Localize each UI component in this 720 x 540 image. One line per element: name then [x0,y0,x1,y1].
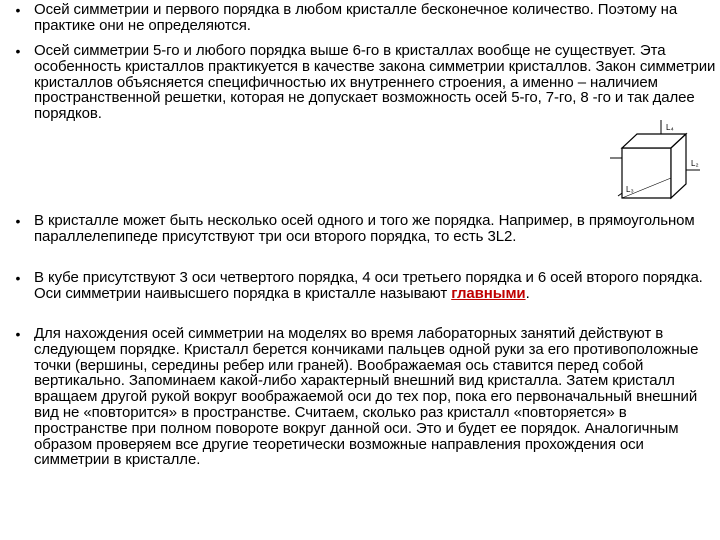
bullet-marker: • [15,2,21,18]
emphasis-term-link[interactable]: главными [451,284,526,302]
bullet-marker: • [15,213,21,229]
axis-label-top: L₄ [666,123,674,132]
axis-label-left: L₃ [626,185,634,194]
bullet-marker: • [15,43,21,59]
cube-axes-figure [608,120,718,210]
bullet-text-part: . [525,284,530,302]
axis-label-right: L₂ [691,159,699,168]
bullet-text [34,270,718,302]
bullet-text-part: В кубе присутствуют 3 оси четвертого порядка, 4 оси третьего порядка и 6 осей второго порядка. Оси симметрии наивысшего порядка в кристалле называют [34,269,703,302]
bullet-text: Осей симметрии и первого порядка в любом кристалле бесконечное количество. Поэтому на практике они не определяются. [34,1,678,34]
bullet-marker: • [15,270,21,286]
bullet-marker: • [15,326,21,342]
bullet-text: В кристалле может быть несколько осей одного и того же порядка. Например, в прямоугольном параллелепипеде присутствуют три оси второго порядка, то есть 3L2. [34,212,695,245]
bullet-text: Для нахождения осей симметрии на моделях во время лабораторных занятий действуют в следующем порядке. Кристалл берется кончиками пальцев одной руки за его противоположные точки (вершины, середины ребер или граней). Воображаемая ось ставится перед собой вертикально. Запоминаем какой-либо характерный внешний вид кристалла. Затем кристалл вращаем другой рукой вокруг воображаемой оси до тех пор, пока его первоначальный внешний вид не «повторится» в пространстве. Считаем, сколько раз кристалл «повторяется» в пространстве при полном повороте вокруг данной оси. Это и будет ее порядок. Аналогичным образом проверяем все другие теоретически возможные направления прохождения оси симметрии в кристалле. [34,325,699,469]
bullet-text: Осей симметрии 5-го и любого порядка выше 6-го в кристаллах вообще не существует. Эта особенность кристаллов практикуется в качестве закона симметрии кристаллов. Закон симметрии кристаллов объясняется специфичностью их внутреннего строения, а именно – наличием пространственной решетки, которая не допускает возможность осей 5-го, 7-го, 8 -го и так далее порядков. [34,42,716,123]
